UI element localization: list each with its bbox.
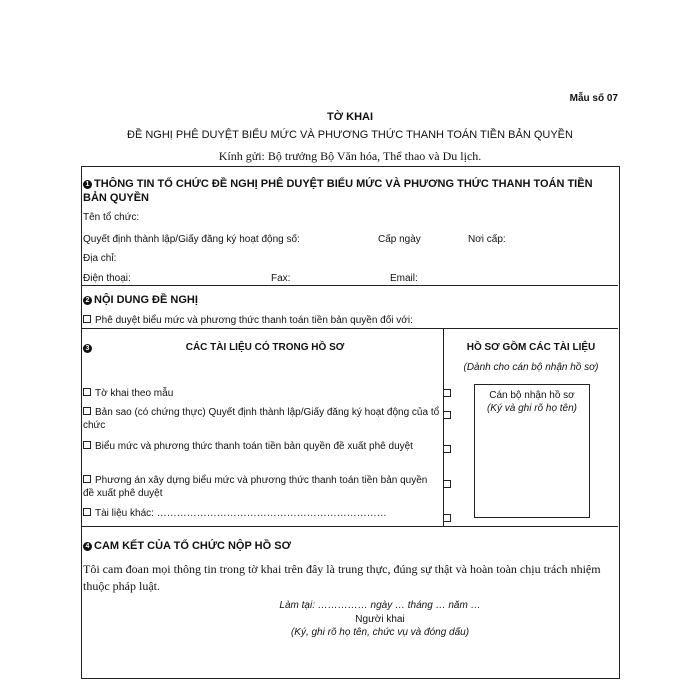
receipt-note: (Dành cho cán bộ nhận hồ sơ) bbox=[463, 362, 599, 373]
receipt-heading: HỒ SƠ GỒM CÁC TÀI LIỆU bbox=[466, 342, 596, 353]
fax-label: Fax: bbox=[271, 273, 291, 284]
section4-heading-text: CAM KẾT CỦA TỔ CHỨC NỘP HỒ SƠ bbox=[94, 540, 291, 552]
doc-item-2 bbox=[83, 406, 440, 432]
org-name-label: Tên tổ chức: bbox=[83, 212, 140, 223]
section1-number-badge: 1 bbox=[83, 180, 92, 189]
section4-heading bbox=[83, 539, 615, 553]
section3-heading: CÁC TÀI LIỆU CÓ TRONG HỒ SƠ bbox=[185, 342, 345, 353]
section3-number-badge: 3 bbox=[83, 344, 92, 353]
doc-item-3 bbox=[83, 440, 440, 453]
address-label: Địa chỉ: bbox=[83, 253, 117, 264]
declarant-label: Người khai bbox=[355, 614, 405, 625]
decision-label: Quyết định thành lập/Giấy đăng ký hoạt động số: bbox=[83, 234, 300, 245]
receiver-title: Cán bộ nhận hồ sơ bbox=[489, 390, 575, 401]
doc-item-4-text: Phương án xây dựng biểu mức và phương thức thanh toán tiền bản quyền đề xuất phê duyệt bbox=[83, 475, 428, 499]
addressee: Kính gửi: Bộ trưởng Bộ Văn hóa, Thể thao và Du lịch. bbox=[218, 149, 482, 163]
issue-date-label: Cấp ngày bbox=[378, 234, 421, 245]
doc-checkbox-4[interactable] bbox=[83, 475, 91, 483]
commitment-text: Tôi cam đoan mọi thông tin trong tờ khai trên đây là trung thực, đúng sự thật và hoàn toàn chịu trách nhiệm thuộc pháp luật. bbox=[83, 562, 601, 593]
receiver-note: (Ký và ghi rõ họ tên) bbox=[486, 403, 578, 414]
receipt-checkbox-5[interactable] bbox=[443, 514, 451, 522]
doc-item-1 bbox=[83, 387, 440, 400]
divider-vertical bbox=[443, 329, 444, 526]
issue-place-label: Nơi cấp: bbox=[468, 234, 506, 245]
place-date: Làm tại: …………… ngày … tháng … năm … bbox=[279, 600, 481, 611]
doc-checkbox-2[interactable] bbox=[83, 407, 91, 415]
doc-checkbox-3[interactable] bbox=[83, 441, 91, 449]
receiver-signature-box[interactable] bbox=[474, 384, 590, 518]
receipt-checkbox-4[interactable] bbox=[443, 480, 451, 488]
divider-2 bbox=[82, 328, 618, 329]
doc-item-2-text: Bản sao (có chứng thực) Quyết định thành lập/Giấy đăng ký hoạt động của tổ chức bbox=[83, 407, 440, 431]
section2-checkbox[interactable] bbox=[83, 315, 91, 323]
doc-checkbox-1[interactable] bbox=[83, 388, 91, 396]
email-label: Email: bbox=[390, 273, 418, 284]
section1-heading bbox=[83, 177, 615, 205]
section2-heading-text: NỘI DUNG ĐỀ NGHỊ bbox=[94, 294, 198, 306]
doc-item-5-text: Tài liệu khác: …………………………………………………………… bbox=[95, 508, 387, 519]
section2-item bbox=[83, 314, 615, 327]
receipt-checkbox-3[interactable] bbox=[443, 445, 451, 453]
section4-number-badge: 4 bbox=[83, 542, 92, 551]
section1-heading-text: THÔNG TIN TỔ CHỨC ĐỀ NGHỊ PHÊ DUYỆT BIỂU MỨC VÀ PHƯƠNG THỨC THANH TOÁN TIỀN BẢN QUYỀN bbox=[83, 178, 593, 204]
section3-number-badge-wrap bbox=[83, 341, 94, 355]
form-number: Mẫu số 07 bbox=[569, 93, 618, 104]
doc-item-5 bbox=[83, 507, 440, 520]
doc-item-3-text: Biểu mức và phương thức thanh toán tiền bản quyền đề xuất phê duyệt bbox=[95, 441, 413, 452]
form-title: TỜ KHAI bbox=[326, 111, 374, 123]
sign-note: (Ký, ghi rõ họ tên, chức vụ và đóng dấu) bbox=[290, 627, 470, 638]
section2-number-badge: 2 bbox=[83, 296, 92, 305]
doc-item-1-text: Tờ khai theo mẫu bbox=[95, 388, 174, 399]
divider-3 bbox=[82, 526, 618, 527]
receipt-checkbox-2[interactable] bbox=[443, 411, 451, 419]
phone-label: Điện thoại: bbox=[83, 273, 131, 284]
form-subtitle: ĐỀ NGHỊ PHÊ DUYỆT BIỂU MỨC VÀ PHƯƠNG THỨC THANH TOÁN TIỀN BẢN QUYỀN bbox=[127, 129, 573, 141]
section2-item-text: Phê duyệt biểu mức và phương thức thanh toán tiền bản quyền đối với: bbox=[95, 315, 413, 326]
doc-item-4 bbox=[83, 474, 440, 500]
section2-heading bbox=[83, 293, 615, 307]
receipt-checkbox-1[interactable] bbox=[443, 389, 451, 397]
divider-1 bbox=[82, 285, 618, 286]
doc-checkbox-5[interactable] bbox=[83, 508, 91, 516]
